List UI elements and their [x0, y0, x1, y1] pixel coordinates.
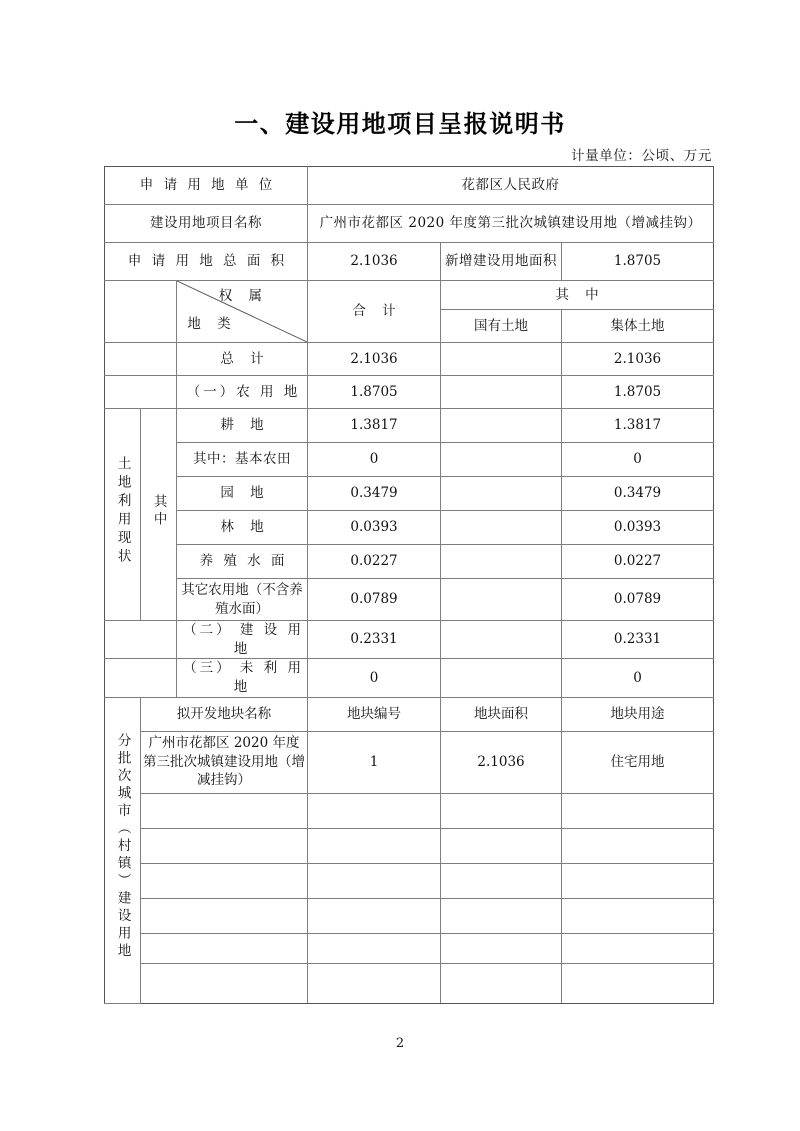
total-area-value[interactable]: 2.1036	[308, 243, 441, 281]
table-row	[105, 511, 714, 545]
parcel-use[interactable]	[562, 898, 714, 933]
measurement-unit-note: 计量单位：公顷、万元	[571, 148, 712, 164]
row-collective: 0.3479	[562, 477, 714, 511]
column-header-group: 其 中	[441, 281, 714, 310]
table-row	[105, 443, 714, 477]
table-row	[105, 545, 714, 579]
row-state	[441, 545, 562, 579]
total-area-label: 申 请 用 地 总 面 积	[105, 243, 308, 281]
row-total: 0.0393	[308, 511, 441, 545]
parcel-use[interactable]	[562, 863, 714, 898]
row-total: 0.3479	[308, 477, 441, 511]
column-header-collective-land: 集体土地	[562, 310, 714, 343]
row-label: 林 地	[177, 511, 308, 545]
table-row	[105, 477, 714, 511]
row-collective: 0	[562, 443, 714, 477]
parcel-area[interactable]	[441, 963, 562, 1003]
applicant-label: 申 请 用 地 单 位	[105, 167, 308, 205]
ownership-landtype-corner-cell	[177, 281, 308, 343]
parcel-area[interactable]	[441, 898, 562, 933]
parcel-area[interactable]	[441, 863, 562, 898]
parcel-name[interactable]	[141, 863, 308, 898]
row-label: （二） 建 设 用 地	[177, 621, 308, 659]
landuse-header-row-1	[105, 281, 714, 310]
row-state	[441, 621, 562, 659]
applicant-row	[105, 167, 714, 205]
page-title: 一、建设用地项目呈报说明书	[234, 110, 566, 138]
parcel-use[interactable]	[562, 933, 714, 963]
parcel-column-header-no: 地块编号	[308, 697, 441, 731]
row-state	[441, 511, 562, 545]
row-collective: 0.0393	[562, 511, 714, 545]
landuse-left-spacer-construction	[105, 621, 177, 659]
table-row	[105, 963, 714, 1003]
parcels-header-row	[105, 697, 714, 731]
table-row	[105, 621, 714, 659]
table-row	[105, 659, 714, 697]
row-total: 2.1036	[308, 343, 441, 376]
parcel-use[interactable]: 住宅用地	[562, 731, 714, 793]
table-row	[105, 409, 714, 443]
parcel-no[interactable]	[308, 793, 441, 828]
landuse-left-spacer-unused	[105, 659, 177, 697]
parcel-name[interactable]	[141, 793, 308, 828]
section-label-land-use-status: 土地利用现状	[105, 409, 141, 621]
new-area-value[interactable]: 1.8705	[562, 243, 714, 281]
parcel-column-header-area: 地块面积	[441, 697, 562, 731]
parcel-area[interactable]	[441, 933, 562, 963]
parcel-use[interactable]	[562, 793, 714, 828]
parcel-column-header-name: 拟开发地块名称	[141, 697, 308, 731]
new-area-label: 新增建设用地面积	[441, 243, 562, 281]
row-label: 其它农用地（不含养殖水面）	[177, 579, 308, 621]
parcel-no[interactable]	[308, 963, 441, 1003]
row-state	[441, 443, 562, 477]
table-row	[105, 343, 714, 376]
table-row	[105, 376, 714, 409]
row-label: 养 殖 水 面	[177, 545, 308, 579]
row-total: 1.8705	[308, 376, 441, 409]
row-collective: 0	[562, 659, 714, 697]
project-value[interactable]: 广州市花都区 2020 年度第三批次城镇建设用地（增减挂钩）	[308, 205, 714, 243]
table-row	[105, 793, 714, 828]
column-header-state-land: 国有土地	[441, 310, 562, 343]
row-collective: 0.2331	[562, 621, 714, 659]
ownership-label: 权 属	[218, 288, 269, 304]
parcel-column-header-use: 地块用途	[562, 697, 714, 731]
parcel-no[interactable]	[308, 933, 441, 963]
section-label-nested-among: 其中	[141, 409, 177, 621]
project-name-row	[105, 205, 714, 243]
table-row	[105, 579, 714, 621]
parcel-area[interactable]: 2.1036	[441, 731, 562, 793]
parcel-no[interactable]	[308, 898, 441, 933]
parcel-name[interactable]	[141, 898, 308, 933]
parcel-area[interactable]	[441, 828, 562, 863]
row-label: 耕 地	[177, 409, 308, 443]
row-state	[441, 477, 562, 511]
landtype-label: 地 类	[187, 316, 237, 333]
parcel-no[interactable]	[308, 863, 441, 898]
row-total: 0	[308, 443, 441, 477]
row-label: 园 地	[177, 477, 308, 511]
table-row	[105, 731, 714, 793]
row-state	[441, 343, 562, 376]
parcel-name[interactable]	[141, 963, 308, 1003]
row-collective: 2.1036	[562, 343, 714, 376]
parcel-area[interactable]	[441, 793, 562, 828]
row-label: 总 计	[177, 343, 308, 376]
parcel-no[interactable]	[308, 828, 441, 863]
table-row	[105, 898, 714, 933]
parcel-use[interactable]	[562, 828, 714, 863]
row-total: 0.0227	[308, 545, 441, 579]
row-collective: 1.8705	[562, 376, 714, 409]
row-label: 其中：基本农田	[177, 443, 308, 477]
column-header-total: 合 计	[308, 281, 441, 343]
landuse-left-spacer-agri	[105, 376, 177, 409]
row-total: 0.0789	[308, 579, 441, 621]
section-label-batch-urban-construction-land: 分批次城市（村镇）建设用地	[105, 697, 141, 1003]
page-number: 2	[395, 1036, 405, 1051]
area-row	[105, 243, 714, 281]
row-state	[441, 659, 562, 697]
row-label: （三） 未 利 用 地	[177, 659, 308, 697]
row-total: 0.2331	[308, 621, 441, 659]
row-state	[441, 579, 562, 621]
row-collective: 0.0227	[562, 545, 714, 579]
table-row	[105, 933, 714, 963]
row-state	[441, 376, 562, 409]
row-collective: 1.3817	[562, 409, 714, 443]
parcel-no[interactable]: 1	[308, 731, 441, 793]
landuse-left-spacer-total	[105, 343, 177, 376]
parcel-name[interactable]	[141, 933, 308, 963]
row-collective: 0.0789	[562, 579, 714, 621]
project-label: 建设用地项目名称	[105, 205, 308, 243]
table-row	[105, 828, 714, 863]
table-row	[105, 863, 714, 898]
parcel-use[interactable]	[562, 963, 714, 1003]
row-state	[441, 409, 562, 443]
landuse-corner-spacer	[105, 281, 177, 343]
parcel-name[interactable]	[141, 828, 308, 863]
row-total: 0	[308, 659, 441, 697]
applicant-value[interactable]: 花都区人民政府	[308, 167, 714, 205]
row-label: （一）农 用 地	[177, 376, 308, 409]
application-form-table	[104, 166, 713, 1004]
parcel-name[interactable]: 广州市花都区 2020 年度第三批次城镇建设用地（增减挂钩）	[141, 731, 308, 793]
row-total: 1.3817	[308, 409, 441, 443]
